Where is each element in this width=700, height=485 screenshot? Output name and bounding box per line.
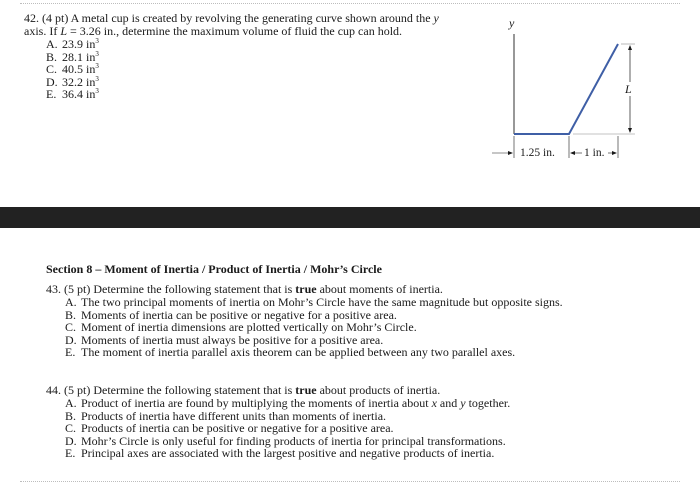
question-42-options	[24, 38, 439, 101]
q44-stem-emphasis: true	[295, 383, 317, 397]
option-44-e[interactable]: E. Principal axes are associated with the largest positive and negative products of inertia.	[65, 446, 495, 460]
base-dimension-label: 1.25 in.	[520, 147, 555, 159]
question-44	[46, 384, 510, 460]
page-dotted-border	[20, 3, 680, 4]
q42-length-variable: L	[60, 24, 68, 38]
slope-dimension-label: 1 in.	[584, 147, 605, 159]
q42-stem-text: 42. (4 pt) A metal cup is created by revolving the generating curve shown around the	[24, 11, 431, 25]
option-44-d[interactable]: D. Mohr’s Circle is only useful for finding products of inertia for principal transformations.	[65, 433, 506, 448]
page-top	[0, 0, 700, 207]
slope-arrow-right	[612, 151, 617, 155]
option-43-d[interactable]: D. Moments of inertia must always be positive for a positive area.	[65, 332, 384, 347]
y-axis-label: y	[509, 16, 515, 30]
q42-stem-post: = 3.26 in., determine the maximum volume of fluid the cup can hold.	[70, 24, 403, 38]
option-42-b[interactable]: B. 28.1 $in^3$	[46, 49, 99, 64]
section-heading: Section 8 – Moment of Inertia / Product of Inertia / Mohr’s Circle	[46, 262, 382, 276]
l-arrow-bottom	[628, 128, 632, 133]
page-divider	[0, 207, 700, 228]
base-arrow-left	[508, 151, 513, 155]
q42-stem-pre: axis. If	[24, 24, 58, 38]
option-42-d[interactable]: D. 32.2 $in^3$	[46, 74, 99, 89]
option-44-b[interactable]: B. Products of inertia have different units than moments of inertia.	[65, 408, 387, 423]
option-42-a[interactable]: A. 23.9 $in^3$	[46, 37, 99, 51]
question-42	[24, 12, 439, 101]
option-43-e[interactable]: E. The moment of inertia parallel axis theorem can be applied between any two parallel axes.	[65, 345, 516, 359]
question-44-stem: 44. (5 pt) Determine the following statement that is true about products of inertia.	[46, 383, 441, 397]
option-44-a[interactable]: A. Product of inertia are found by multiplying the moments of inertia about x and y together.	[65, 396, 511, 410]
l-dimension-label: L	[625, 82, 632, 96]
option-43-a[interactable]: A. The two principal moments of inertia on Mohr’s Circle have the same magnitude but opposite signs.	[65, 295, 563, 309]
option-43-c[interactable]: C. Moment of inertia dimensions are plotted vertically on Mohr’s Circle.	[65, 320, 417, 334]
question-43	[46, 283, 563, 359]
generating-curve	[514, 44, 618, 134]
question-43-stem: 43. (5 pt) Determine the following statement that is true about moments of inertia.	[46, 282, 443, 296]
option-42-e[interactable]: E. 36.4 $in^3$	[46, 87, 99, 101]
q42-axis-variable: y	[433, 11, 439, 25]
q43-stem-emphasis: true	[295, 282, 317, 296]
page-dotted-border	[20, 481, 680, 482]
option-42-c[interactable]: C. 40.5 $in^3$	[46, 62, 99, 76]
option-43-b[interactable]: B. Moments of inertia can be positive or negative for a positive area.	[65, 307, 397, 322]
question-43-options	[46, 296, 563, 359]
question-44-options	[46, 397, 510, 460]
l-arrow-top	[628, 45, 632, 50]
option-44-c[interactable]: C. Products of inertia can be positive or negative for a positive area.	[65, 421, 394, 435]
generating-curve-figure	[488, 8, 638, 173]
